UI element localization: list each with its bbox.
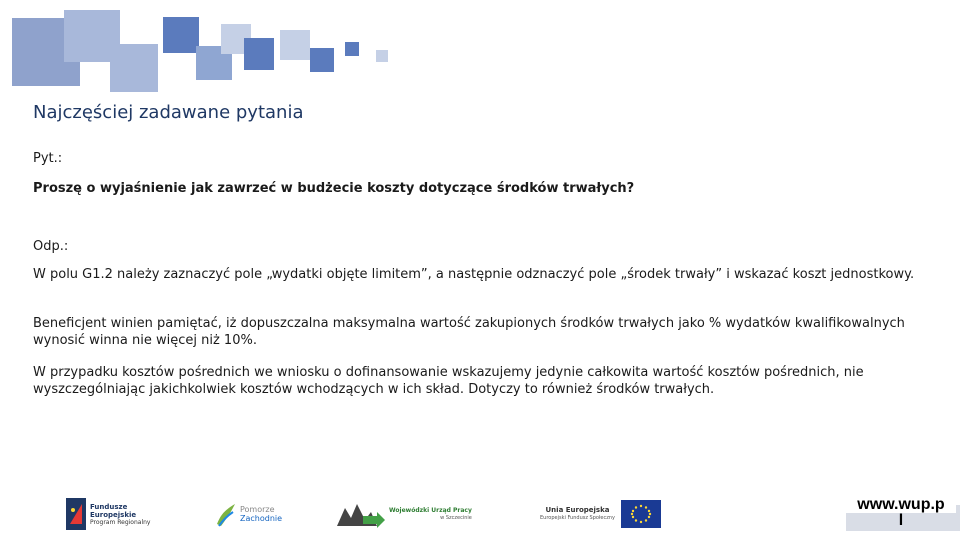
answer-paragraph: Beneficjent winien pamiętać, iż dopuszczalna maksymalna wartość zakupionych środków trwałych jako % wydatków kwalifikowalnych wynosić winna nie więcej niż 10%. xyxy=(33,316,905,348)
pomorze-zachodnie-logo xyxy=(215,496,282,532)
wup-emblem-icon xyxy=(337,500,385,528)
answer-label: Odp.: xyxy=(33,239,69,254)
ue-logo-line1: Unia Europejska xyxy=(545,506,610,514)
wup-logo-line1: Wojewódzki Urząd Pracy xyxy=(389,506,472,514)
pomorze-emblem-icon xyxy=(215,500,237,528)
fundusze-europejskie-logo xyxy=(66,496,150,532)
fe-logo-line2: Europejskie xyxy=(90,510,137,519)
pomorze-logo-line2: Zachodnie xyxy=(240,514,283,523)
answer-paragraph: W przypadku kosztów pośrednich we wniosku o dofinansowanie wskazujemy jedynie całkowita wartość kosztów pośrednich, nie wyszczególniając jakichkolwiek kosztów wchodzących w ich skład. Dotyczy to również środków trwałych. xyxy=(33,365,864,397)
page-title: Najczęściej zadawane pytania xyxy=(33,102,304,123)
pomorze-logo-line1: Pomorze xyxy=(240,505,275,514)
fe-logo-line3: Program Regionalny xyxy=(90,518,151,526)
fe-emblem-icon xyxy=(66,498,86,530)
question-label: Pyt.: xyxy=(33,151,63,166)
ue-logo-line2: Europejski Fundusz Społeczny xyxy=(540,515,615,521)
unia-europejska-logo xyxy=(540,496,661,532)
question-text: Proszę o wyjaśnienie jak zawrzeć w budżecie koszty dotyczące środków trwałych? xyxy=(33,181,635,196)
wup-szczecin-logo xyxy=(337,496,472,532)
answer-paragraph: W polu G1.2 należy zaznaczyć pole „wydatki objęte limitem”, a następnie odznaczyć pole „środek trwały” i wskazać koszt jednostkowy. xyxy=(33,267,915,282)
website-url-line1: www.wup.p xyxy=(846,497,956,513)
eu-flag-icon xyxy=(621,500,661,528)
fe-logo-line1: Fundusze xyxy=(90,502,128,511)
wup-logo-line2: w Szczecinie xyxy=(440,514,472,521)
website-url-line2: l xyxy=(898,512,904,529)
website-url[interactable] xyxy=(846,497,956,531)
